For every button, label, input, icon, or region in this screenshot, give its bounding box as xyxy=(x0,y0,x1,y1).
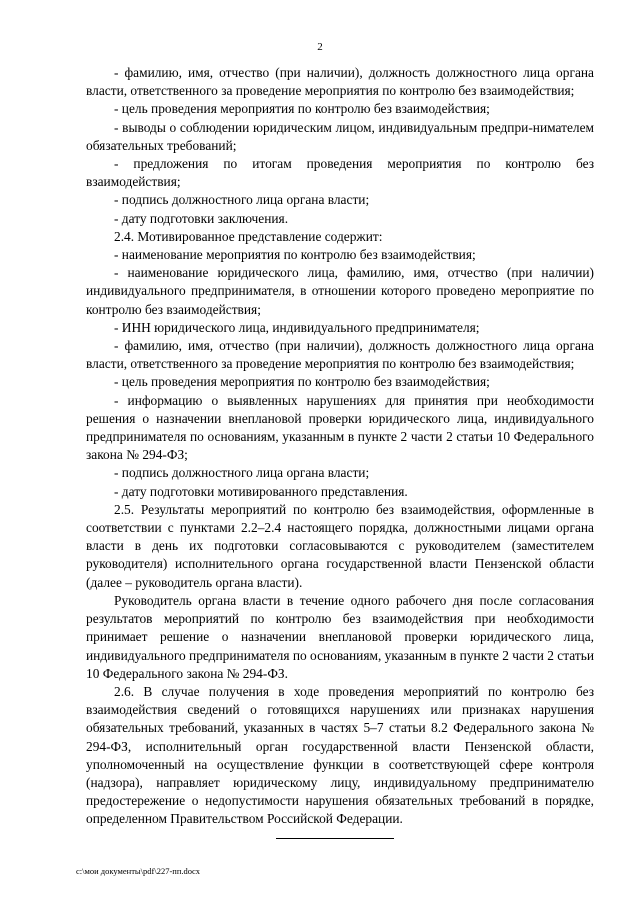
paragraph-8: - наименование мероприятия по контролю без взаимодействия; xyxy=(114,247,476,263)
footer-file-path: c:\мои документы\pdf\227-пп.docx xyxy=(76,866,201,876)
paragraph-14: - подпись должностного лица органа власти; xyxy=(114,465,370,481)
paragraph-16: 2.5. Результаты мероприятий по контролю без взаимодействия, оформленные в соответствии с пунктами 2.2–2.4 настоящего порядка, должностными лицами органа власти в день их подготовки согласовываются с руководителем (заместителем руководителя) исполнительного органа государственной власти Пензенской области (далее – руководитель органа власти). xyxy=(86,501,594,590)
paragraph-3: - выводы о соблюдении юридическим лицом, индивидуальным предпри-нимателем обязательных требований; xyxy=(86,119,594,153)
paragraph-12: - цель проведения мероприятия по контролю без взаимодействия; xyxy=(114,374,490,390)
paragraph-6: - дату подготовки заключения. xyxy=(114,210,289,226)
paragraph-7: 2.4. Мотивированное представление содержит: xyxy=(114,228,383,244)
paragraph-2: - цель проведения мероприятия по контролю без взаимодействия; xyxy=(114,101,490,117)
end-divider xyxy=(276,838,394,839)
paragraph-5: - подпись должностного лица органа власти; xyxy=(114,192,370,208)
paragraph-10: - ИНН юридического лица, индивидуального предпринимателя; xyxy=(114,319,480,335)
document-body xyxy=(86,64,594,829)
paragraph-9: - наименование юридического лица, фамилию, имя, отчество (при наличии) индивидуального предпринимателя, в отношении которого проведено мероприятие по контролю без взаимодействия; xyxy=(86,265,594,317)
paragraph-11: - фамилию, имя, отчество (при наличии), должность должностного лица органа власти, ответственного за проведение мероприятия по контролю без взаимодействия; xyxy=(86,338,594,372)
paragraph-15: - дату подготовки мотивированного представления. xyxy=(114,483,408,499)
page-number: 2 xyxy=(317,41,323,53)
paragraph-18: 2.6. В случае получения в ходе проведения мероприятий по контролю без взаимодействия сведений о готовящихся нарушениях или признаках нарушения обязательных требований, указанных в частях 5–7 статьи 8.2 Федерального закона № 294-ФЗ, исполнительный орган государственной власти Пензенской области, уполномоченный на осуществление функции в соответствующей сфере контроля (надзора), направляет юридическому лицу, индивидуальному предпринимателю предостережение о недопустимости нарушения обязательных требований в порядке, определенном Правительством Российской Федерации. xyxy=(86,683,594,827)
paragraph-13: - информацию о выявленных нарушениях для принятия при необходимости решения о назначении внеплановой проверки юридического лица, индивидуального предпринимателя по основаниям, указанным в пункте 2 части 2 статьи 10 Федерального закона № 294-ФЗ; xyxy=(86,392,594,463)
paragraph-4: - предложения по итогам проведения мероприятия по контролю без взаимодействия; xyxy=(86,156,594,190)
paragraph-17: Руководитель органа власти в течение одного рабочего дня после согласования результатов мероприятий по контролю без взаимодействия при необходимости принимает решение о назначении внеплановой проверки юридического лица, индивидуального предпринимателя по основаниям, указанным в пункте 2 части 2 статьи 10 Федерального закона № 294-ФЗ. xyxy=(86,592,594,681)
paragraph-1: - фамилию, имя, отчество (при наличии), должность должностного лица органа власти, ответственного за проведение мероприятия по контролю без взаимодействия; xyxy=(86,65,594,99)
